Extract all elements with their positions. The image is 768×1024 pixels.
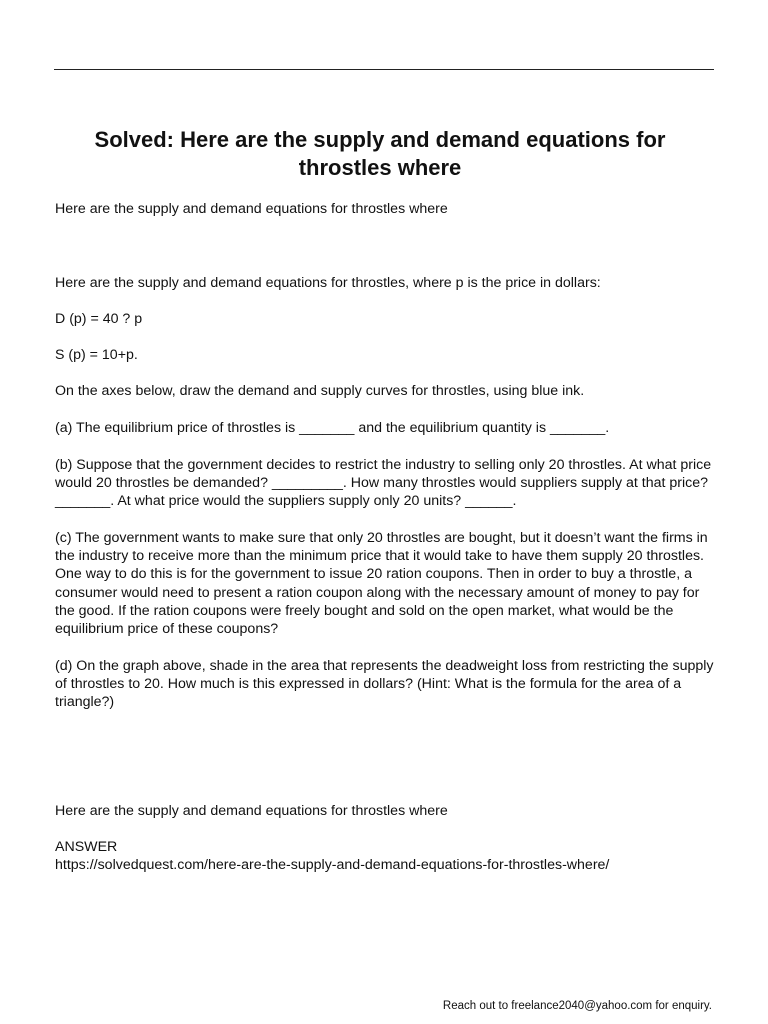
answer-label: ANSWER <box>55 839 118 855</box>
question-a: (a) The equilibrium price of throstles is _______ and the equilibrium quantity is _______. <box>55 420 610 436</box>
footer-contact: Reach out to freelance2040@yahoo.com for enquiry. <box>442 1000 712 1012</box>
question-b: (b) Suppose that the government decides to restrict the industry to selling only 20 throstles. At what price would 20 throstles be demanded? _________. How many throstles would suppliers supply at that price? _______. At what price would the suppliers supply only 20 units? ______. <box>55 457 712 510</box>
header-rule <box>54 69 714 70</box>
answer-link[interactable]: https://solvedquest.com/here-are-the-supply-and-demand-equations-for-throstles-where/ <box>55 857 610 873</box>
problem-statement: Here are the supply and demand equations for throstles, where p is the price in dollars: <box>55 275 601 291</box>
recap-text: Here are the supply and demand equations for throstles where <box>55 803 448 819</box>
answer-link-line <box>55 856 715 874</box>
instructions-text: On the axes below, draw the demand and supply curves for throstles, using blue ink. <box>55 383 585 399</box>
intro-text: Here are the supply and demand equations for throstles where <box>55 201 448 217</box>
question-d: (d) On the graph above, shade in the area that represents the deadweight loss from restricting the supply of throstles to 20. How much is this expressed in dollars? (Hint: What is the formula for the area of a triangle?) <box>55 658 714 711</box>
supply-equation: S (p) = 10+p. <box>55 347 138 363</box>
question-c: (c) The government wants to make sure that only 20 throstles are bought, but it doesn’t want the firms in the industry to receive more than the minimum price that it would take to have them supply 20 throstles. One way to do this is for the government to issue 20 ration coupons. Then in order to buy a throstle, a consumer would need to present a ration coupon along with the necessary amount of money to pay for the good. If the ration coupons were freely bought and sold on the open market, what would be the equilibrium price of these coupons? <box>55 530 708 638</box>
page-title: Solved: Here are the supply and demand equations for throstles where <box>94 127 666 180</box>
demand-equation: D (p) = 40 ? p <box>55 311 143 327</box>
